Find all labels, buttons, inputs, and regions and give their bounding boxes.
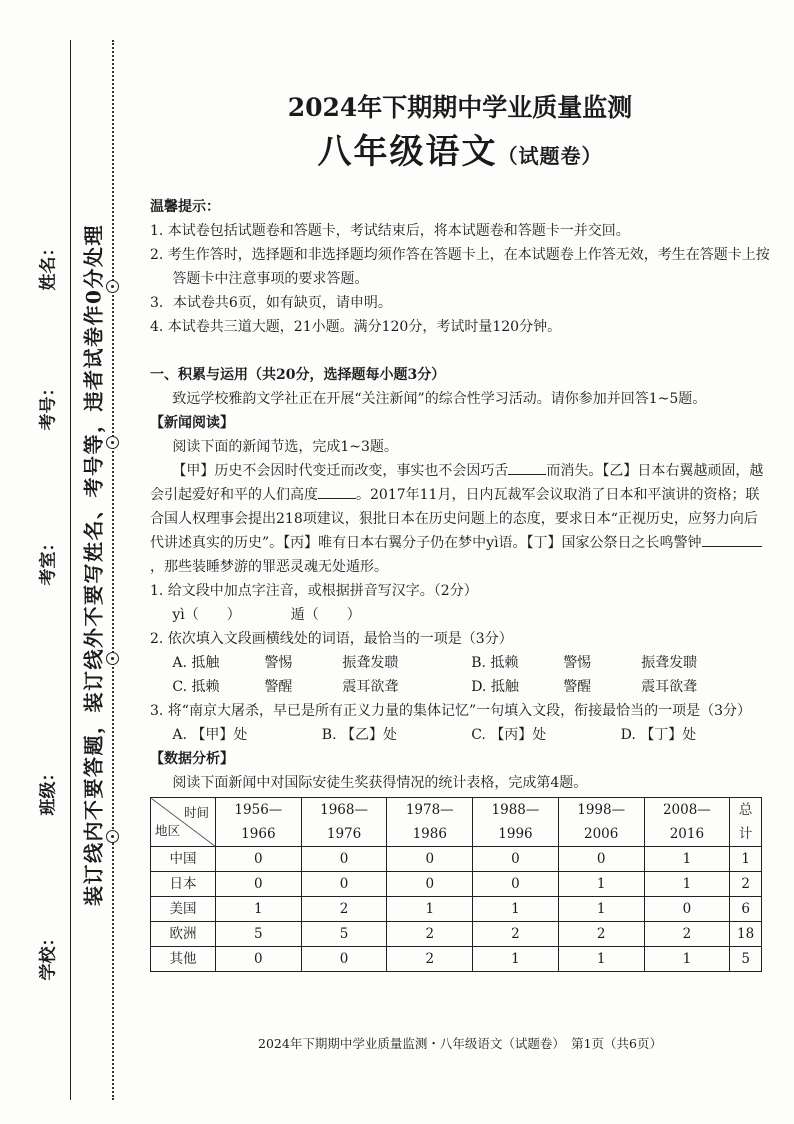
binding-hole-icon — [106, 436, 119, 449]
column-header: 1988—1996 — [473, 798, 559, 847]
question-3-options — [150, 723, 770, 747]
passage-part: ，那些装睡梦游的罪恶灵魂无处遁形。 — [150, 559, 388, 575]
passage-part: 而消失。【乙】日本右翼越顽固，越会引起爱好和平的人们高度 — [150, 463, 764, 503]
data-tag: 【数据分析】 — [150, 751, 234, 767]
region-cell: 其他 — [151, 947, 216, 972]
value-cell: 1 — [473, 897, 559, 922]
region-cell: 美国 — [151, 897, 216, 922]
value-cell: 0 — [387, 847, 473, 872]
value-cell: 0 — [473, 847, 559, 872]
value-cell: 1 — [558, 947, 644, 972]
value-cell: 0 — [216, 847, 302, 872]
value-cell: 5 — [216, 922, 302, 947]
table-row — [151, 922, 762, 947]
column-header: 1978—1986 — [387, 798, 473, 847]
section-heading: 一、积累与运用（共20分，选择题每小题3分） — [150, 367, 446, 383]
subject-title — [140, 124, 780, 173]
value-cell: 1 — [387, 897, 473, 922]
value-cell: 0 — [644, 897, 730, 922]
table-corner-cell — [151, 798, 216, 847]
value-cell: 2 — [387, 947, 473, 972]
value-cell: 2 — [301, 897, 387, 922]
option-c: C. 【丙】处 — [471, 727, 547, 743]
total-cell: 2 — [730, 872, 762, 897]
option-b: B. 抵赖 警惕 振聋发聩 — [471, 655, 698, 671]
school-field: 学校： — [38, 929, 59, 981]
notice-item: 4. 本试卷共三道大题，21小题。满分120分，考试时量120分钟。 — [150, 319, 562, 335]
table-row — [151, 947, 762, 972]
binding-hole-icon — [106, 830, 119, 843]
table-row — [151, 897, 762, 922]
notice-title: 温馨提示： — [150, 199, 220, 215]
value-cell: 2 — [558, 922, 644, 947]
table-row — [151, 872, 762, 897]
news-instruction: 阅读下面的新闻节选，完成1~3题。 — [172, 439, 398, 455]
binding-hole-icon — [106, 280, 119, 293]
total-cell: 18 — [730, 922, 762, 947]
value-cell: 1 — [216, 897, 302, 922]
column-header: 总计 — [730, 798, 762, 847]
value-cell: 1 — [644, 872, 730, 897]
question-1: 1. 给文段中加点字注音，或根据拼音写汉字。（2分） — [150, 583, 478, 599]
notice-item: 1. 本试卷包括试题卷和答题卡，考试结束后，将本试题卷和答题卡一并交回。 — [150, 223, 630, 239]
value-cell: 1 — [558, 872, 644, 897]
room-field: 考室： — [38, 534, 59, 586]
pinyin-answer: yì（ ） — [172, 607, 241, 623]
corner-label-time: 时间 — [183, 805, 209, 820]
question-2: 2. 依次填入文段画横线处的词语，最恰当的一项是（3分） — [150, 631, 513, 647]
passage-part: 。2017年11月，日内瓦裁军会议取消了日本和平演讲的资格；联合国人权理事会提出218项建议，狠批日本在历史问题上的态度，要求日本“正视历史，应努力向后代讲述真实的历史”。【丙】唯有日本右翼分子仍在梦中yì语。【丁】国家公祭日之长鸣警钟 — [150, 487, 760, 551]
region-cell: 日本 — [151, 872, 216, 897]
value-cell: 2 — [473, 922, 559, 947]
option-d: D. 【丁】处 — [620, 727, 697, 743]
binding-margin — [0, 0, 125, 1124]
corner-label-region: 地区 — [155, 823, 181, 838]
total-cell: 6 — [730, 897, 762, 922]
award-statistics-table — [150, 797, 762, 972]
value-cell: 1 — [644, 847, 730, 872]
notice-item: 2. 考生作答时，选择题和非选择题均须作答在答题卡上，在本试题卷上作答无效，考生在答题卡上按答题卡中注意事项的要求答题。 — [150, 247, 770, 287]
subject-note: （试题卷） — [497, 144, 603, 168]
answer-blank — [508, 460, 546, 475]
exam-number-field: 考号： — [38, 379, 59, 431]
option-a: A. 抵触 警惕 振聋发聩 — [172, 655, 399, 671]
value-cell: 1 — [558, 897, 644, 922]
question-2-options — [150, 651, 770, 699]
option-b: B. 【乙】处 — [321, 727, 397, 743]
section-intro: 致远学校雅韵文学社正在开展“关注新闻”的综合性学习活动。请你参加并回答1~5题。 — [172, 391, 707, 407]
binding-hole-icon — [106, 652, 119, 665]
class-field: 班级： — [38, 764, 59, 816]
value-cell: 0 — [387, 872, 473, 897]
value-cell: 0 — [216, 947, 302, 972]
exam-title: 2024年下期期中学业质量监测 — [287, 93, 633, 122]
exam-body — [150, 195, 770, 972]
value-cell: 0 — [473, 872, 559, 897]
value-cell: 1 — [644, 947, 730, 972]
subject-name: 八年级语文 — [317, 132, 498, 172]
region-cell: 中国 — [151, 847, 216, 872]
page-footer: 2024年下期期中学业质量监测・八年级语文（试题卷） 第1页（共6页） — [258, 1036, 662, 1051]
total-cell: 5 — [730, 947, 762, 972]
value-cell: 2 — [387, 922, 473, 947]
region-cell: 欧洲 — [151, 922, 216, 947]
news-passage — [150, 459, 770, 579]
value-cell: 0 — [558, 847, 644, 872]
margin-rule — [70, 40, 71, 1100]
passage-part: 【甲】历史不会因时代变迁而改变，事实也不会因巧舌 — [172, 463, 509, 479]
news-tag: 【新闻阅读】 — [150, 415, 234, 431]
data-instruction: 阅读下面新闻中对国际安徒生奖获得情况的统计表格，完成第4题。 — [172, 775, 588, 791]
value-cell: 0 — [301, 947, 387, 972]
table-row — [151, 847, 762, 872]
option-c: C. 抵赖 警醒 震耳欲聋 — [172, 679, 399, 695]
question-1-answers — [150, 603, 770, 627]
option-d: D. 抵触 警醒 震耳欲聋 — [471, 679, 698, 695]
answer-blank — [318, 484, 356, 499]
total-cell: 1 — [730, 847, 762, 872]
question-3: 3. 将“南京大屠杀，早已是所有正义力量的集体记忆”一句填入文段，衔接最恰当的一项是（3分） — [150, 703, 752, 719]
column-header: 1956—1966 — [216, 798, 302, 847]
notice-item: 3．本试卷共6页，如有缺页，请申明。 — [150, 295, 392, 311]
binding-warning: 装订线内不要答题，装订线外不要写姓名、考号等，违者试卷作0分处理 — [81, 224, 106, 906]
option-a: A. 【甲】处 — [172, 727, 248, 743]
value-cell: 1 — [473, 947, 559, 972]
cut-line — [112, 40, 114, 1100]
name-field: 姓名： — [38, 239, 59, 291]
value-cell: 0 — [301, 872, 387, 897]
value-cell: 0 — [216, 872, 302, 897]
answer-blank — [702, 532, 762, 547]
value-cell: 5 — [301, 922, 387, 947]
char-answer: 遁（ ） — [290, 607, 361, 623]
column-header: 1998—2006 — [558, 798, 644, 847]
value-cell: 0 — [301, 847, 387, 872]
value-cell: 2 — [644, 922, 730, 947]
column-header: 2008—2016 — [644, 798, 730, 847]
table-header-row — [151, 798, 762, 847]
column-header: 1968—1976 — [301, 798, 387, 847]
